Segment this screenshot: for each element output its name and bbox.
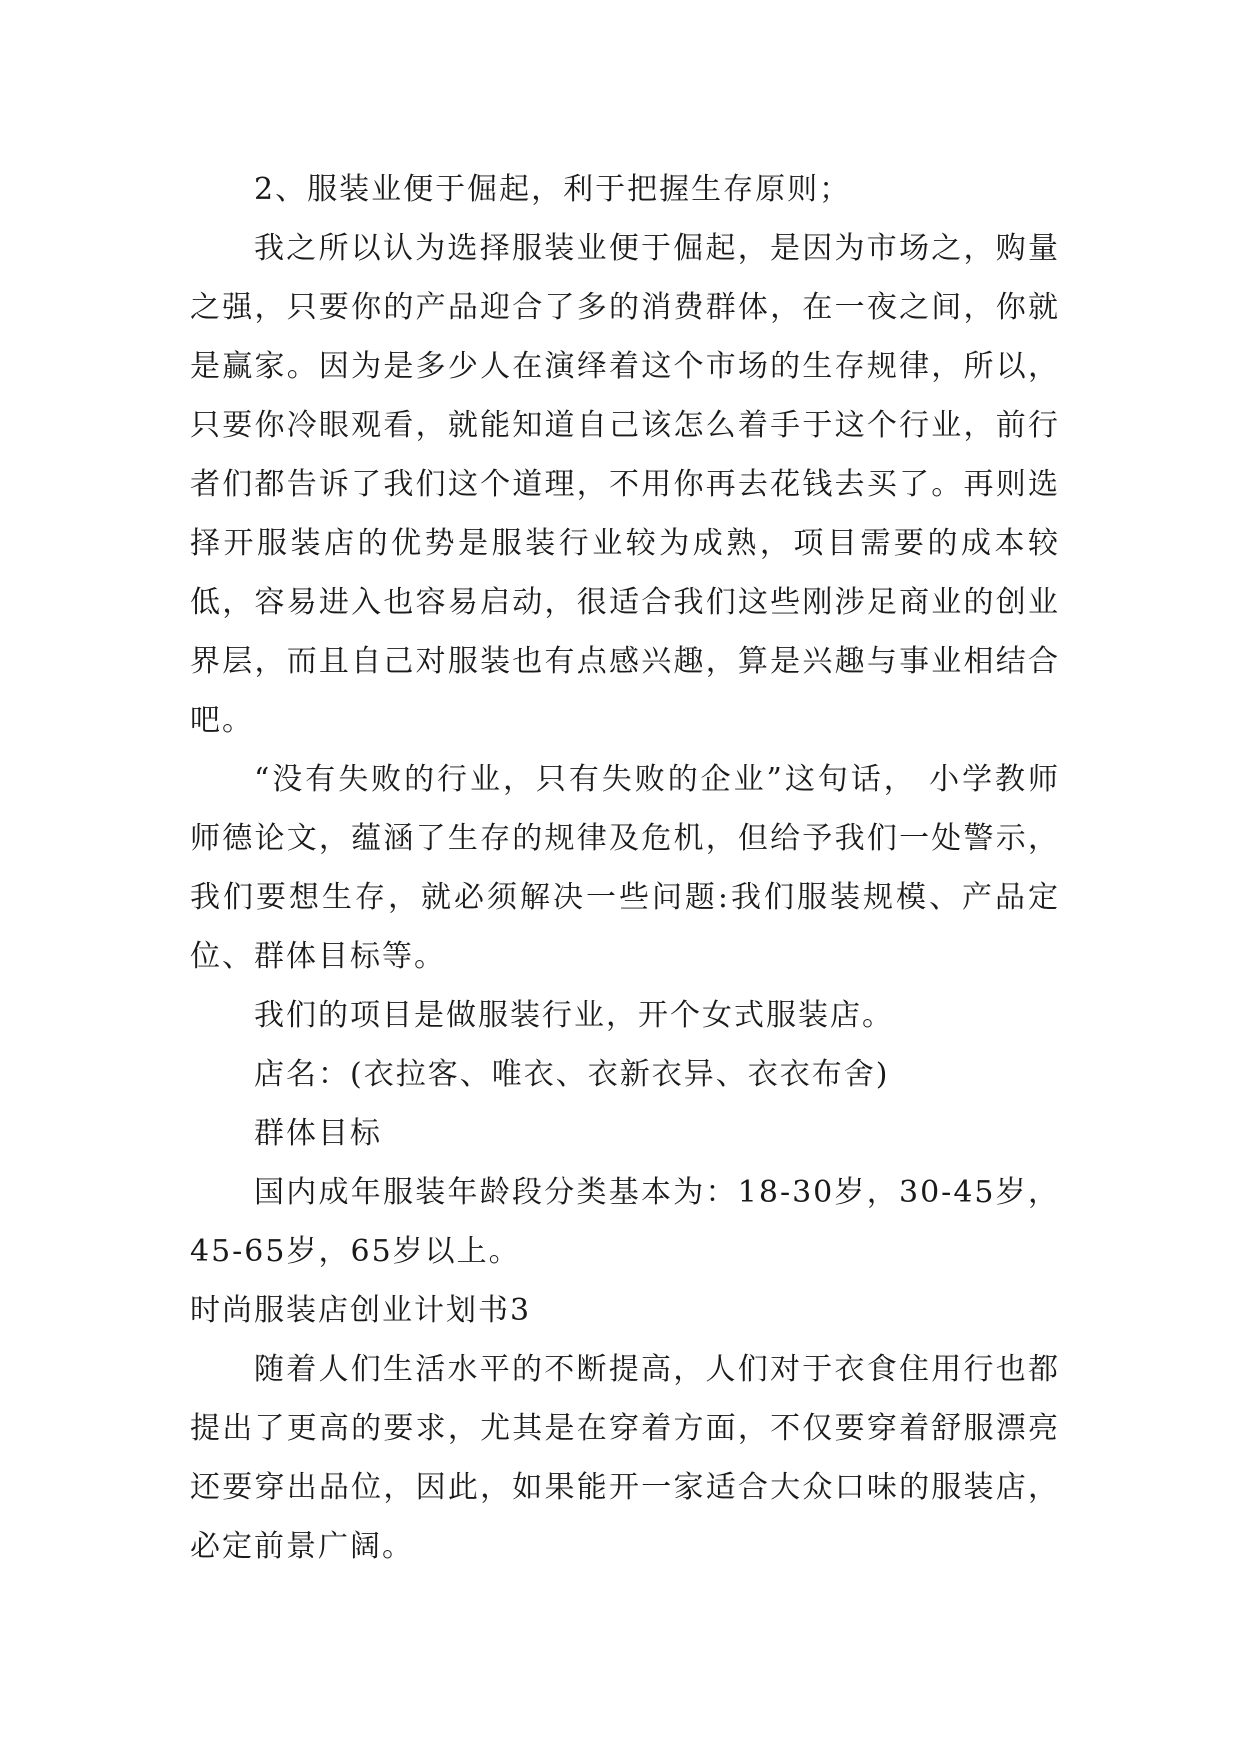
paragraph-principle: 2、服装业便于倔起，利于把握生存原则； — [254, 172, 852, 207]
paragraph-target-heading: 群体目标 — [254, 1116, 382, 1151]
document-body — [190, 160, 1060, 1576]
paragraph-project: 我们的项目是做服装行业，开个女式服装店。 — [254, 998, 894, 1033]
paragraph-reason: 我之所以认为选择服装业便于倔起，是因为市场之，购量之强，只要你的产品迎合了多的消费群体，在一夜之间，你就是赢家。因为是多少人在演绎着这个市场的生存规律，所以，只要你冷眼观看，就能知道自己该怎么着手于这个行业，前行者们都告诉了我们这个道理，不用你再去花钱去买了。再则选择开服装店的优势是服装行业较为成熟，项目需要的成本较低，容易进入也容易启动，很适合我们这些刚涉足商业的创业界层，而且自己对服装也有点感兴趣，算是兴趣与事业相结合吧。 — [190, 231, 1060, 738]
paragraph-store-names: 店名：(衣拉客、唯衣、衣新衣异、衣衣布舍) — [254, 1057, 890, 1092]
paragraph-quote: “没有失败的行业，只有失败的企业”这句话， 小学教师师德论文，蕴涵了生存的规律及危机，但给予我们一处警示，我们要想生存，就必须解决一些问题:我们服装规模、产品定位、群体目标等。 — [190, 762, 1060, 974]
paragraph-outlook: 随着人们生活水平的不断提高，人们对于衣食住用行也都提出了更高的要求，尤其是在穿着方面，不仅要穿着舒服漂亮还要穿出品位，因此，如果能开一家适合大众口味的服装店，必定前景广阔。 — [190, 1352, 1060, 1564]
section-heading: 时尚服装店创业计划书3 — [190, 1293, 532, 1328]
paragraph-age-groups: 国内成年服装年龄段分类基本为：18-30岁，30-45岁，45-65岁，65岁以上。 — [190, 1175, 1060, 1269]
